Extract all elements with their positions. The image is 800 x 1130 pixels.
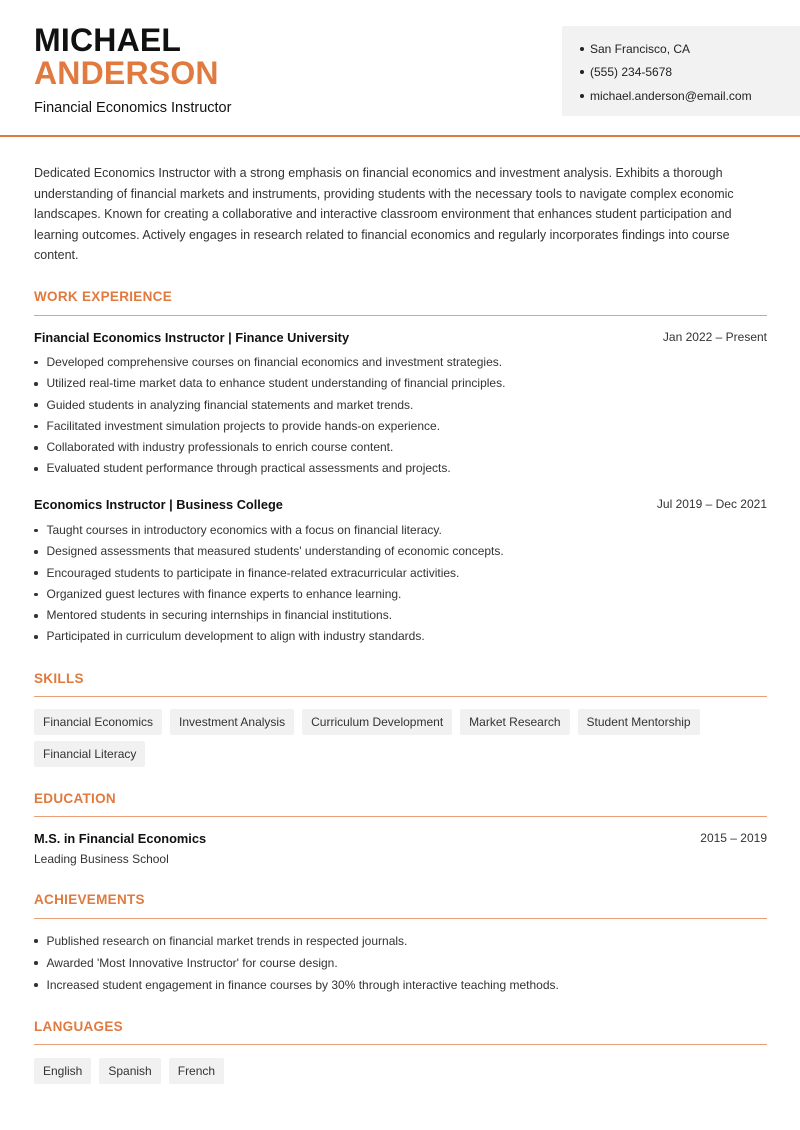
achievements-divider: [34, 918, 767, 919]
bullet-text: Mentored students in securing internships in financial institutions.: [46, 608, 393, 623]
bullet-text: Facilitated investment simulation projects to provide hands-on experience.: [46, 418, 441, 433]
list-item: [34, 952, 559, 974]
bullet-text: Evaluated student performance through practical assessments and projects.: [46, 461, 451, 476]
list-item: [34, 974, 559, 996]
job-1-role: Financial Economics Instructor | Finance University: [34, 330, 350, 345]
contact-location: [580, 37, 800, 61]
education-dates: 2015 – 2019: [700, 831, 767, 845]
bullet-icon: [34, 939, 38, 943]
resume-header: [0, 0, 800, 137]
bullet-icon: [34, 635, 38, 639]
work-divider: [34, 315, 767, 316]
work-heading: WORK EXPERIENCE: [34, 289, 173, 304]
bullet-icon: [34, 961, 38, 965]
education-divider: [34, 816, 767, 817]
first-name: MICHAEL: [34, 22, 182, 58]
bullet-text: Encouraged students to participate in finance-related extracurricular activities.: [46, 565, 460, 580]
skill-tag: Financial Economics: [34, 709, 162, 735]
skills-divider: [34, 696, 767, 697]
language-tag: English: [34, 1058, 91, 1084]
skill-tag: Investment Analysis: [170, 709, 294, 735]
education-header: [34, 831, 767, 846]
job-2-dates: Jul 2019 – Dec 2021: [656, 497, 767, 511]
contact-phone-text: (555) 234-5678: [590, 65, 673, 80]
last-name: ANDERSON: [34, 55, 219, 91]
list-item: [34, 352, 505, 373]
summary: Dedicated Economics Instructor with a strong emphasis on financial economics and investment analysis. Exhibits a thorough understanding of financial markets and instruments, providing students with the necessary tools to navigate complex economic landscapes. Known for creating a collaborative and interactive classroom environment that enhances student participation and learning outcomes. Actively engages in research related to financial economics and regularly incorporates findings into course content.: [34, 166, 734, 262]
bullet-icon: [34, 446, 38, 450]
job-2-role: Economics Instructor | Business College: [34, 497, 283, 512]
bullet-icon: [34, 571, 38, 575]
contact-email-text: michael.anderson@email.com: [590, 88, 752, 103]
bullet-text: Taught courses in introductory economics with a focus on financial literacy.: [46, 523, 442, 537]
degree: M.S. in Financial Economics: [34, 831, 207, 846]
list-item: [34, 584, 504, 605]
list-item: [34, 437, 505, 458]
bullet-icon: [580, 70, 584, 74]
bullet-text: Published research on financial market trends in respected journals.: [46, 934, 408, 948]
bullet-text: Awarded 'Most Innovative Instructor' for course design.: [46, 956, 338, 970]
job-2-bullets: [34, 520, 504, 648]
skill-tag: Curriculum Development: [302, 709, 452, 735]
skills-tags: [34, 709, 767, 767]
language-tag: French: [169, 1058, 224, 1084]
bullet-text: Collaborated with industry professionals to enrich course content.: [46, 440, 394, 455]
bullet-icon: [34, 983, 38, 987]
bullet-text: Participated in curriculum development to align with industry standards.: [46, 629, 425, 644]
languages-divider: [34, 1044, 767, 1045]
skill-tag: Student Mentorship: [578, 709, 700, 735]
bullet-icon: [34, 361, 38, 365]
achievements-list: [34, 930, 559, 996]
list-item: [34, 626, 504, 647]
job-title: Financial Economics Instructor: [34, 100, 232, 116]
list-item: [34, 930, 559, 952]
bullet-text: Organized guest lectures with finance experts to enhance learning.: [46, 586, 402, 601]
skill-tag: Financial Literacy: [34, 741, 145, 767]
achievements-heading: ACHIEVEMENTS: [34, 892, 145, 907]
list-item: [34, 395, 505, 416]
education-heading: EDUCATION: [34, 791, 116, 806]
contact-box: [562, 26, 800, 116]
skill-tag: Market Research: [460, 709, 569, 735]
bullet-icon: [34, 467, 38, 471]
bullet-text: Designed assessments that measured students' understanding of economic concepts.: [46, 544, 504, 559]
language-tag: Spanish: [99, 1058, 160, 1084]
bullet-text: Increased student engagement in finance courses by 30% through interactive teaching methods.: [46, 978, 559, 992]
list-item: [34, 520, 504, 541]
bullet-icon: [34, 403, 38, 407]
bullet-icon: [34, 550, 38, 554]
contact-email: [580, 84, 800, 108]
list-item: [34, 563, 504, 584]
bullet-icon: [34, 382, 38, 386]
languages-heading: LANGUAGES: [34, 1019, 123, 1034]
bullet-text: Developed comprehensive courses on financial economics and investment strategies.: [46, 355, 503, 369]
bullet-icon: [580, 47, 584, 51]
list-item: [34, 541, 504, 562]
bullet-icon: [34, 593, 38, 597]
job-1-header: [34, 330, 767, 345]
contact-phone: [580, 61, 800, 85]
skills-heading: SKILLS: [34, 671, 84, 686]
list-item: [34, 605, 504, 626]
job-1-dates: Jan 2022 – Present: [662, 330, 767, 344]
list-item: [34, 373, 505, 394]
bullet-icon: [580, 94, 584, 98]
bullet-text: Utilized real-time market data to enhance student understanding of financial principles.: [46, 376, 506, 391]
languages-tags: [34, 1058, 767, 1084]
job-1-bullets: [34, 352, 505, 480]
list-item: [34, 458, 505, 479]
school-name: Leading Business School: [34, 852, 169, 866]
job-2-header: [34, 497, 767, 512]
bullet-text: Guided students in analyzing financial statements and market trends.: [46, 397, 414, 412]
bullet-icon: [34, 529, 38, 533]
candidate-name: [34, 24, 219, 89]
bullet-icon: [34, 614, 38, 618]
list-item: [34, 416, 505, 437]
bullet-icon: [34, 425, 38, 429]
contact-location-text: San Francisco, CA: [590, 41, 691, 56]
